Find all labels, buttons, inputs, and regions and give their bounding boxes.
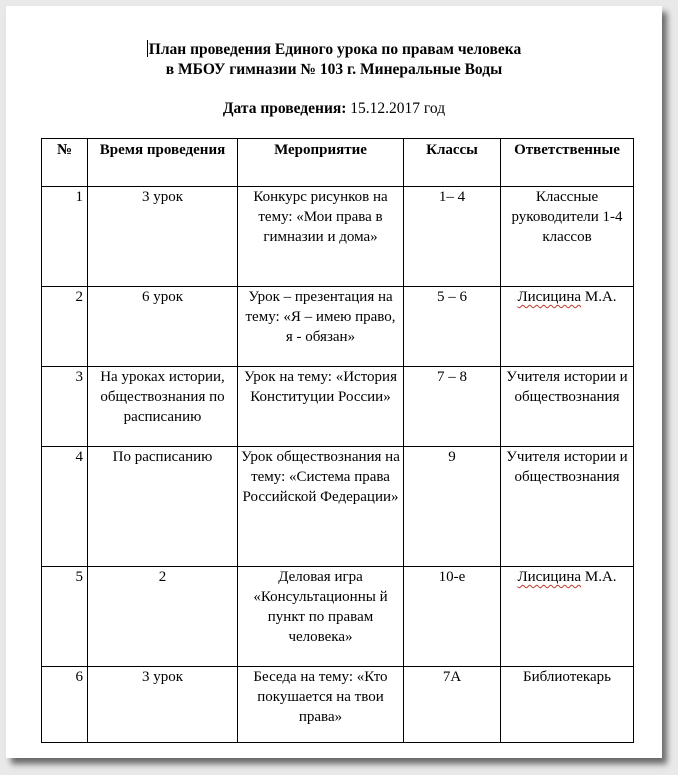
row-event: Беседа на тему: «Кто покушается на твои права» [238,667,404,743]
document-title [6,40,662,80]
table-header-row [42,139,634,187]
table-row [42,287,634,367]
table-row [42,187,634,287]
date-value: 15.12.2017 год [346,100,446,117]
row-time: На уроках истории, обществознания по расписанию [88,367,238,447]
document-page [6,6,662,758]
row-responsible [501,287,634,367]
schedule-table [41,138,634,743]
title-line-2: в МБОУ гимназии № 103 г. Минеральные Воды [165,61,503,78]
row-number: 4 [42,447,88,567]
event-date [6,100,662,118]
row-classes: 9 [404,447,501,567]
row-time: По расписанию [88,447,238,567]
row-classes: 7А [404,667,501,743]
row-classes: 7 – 8 [404,367,501,447]
row-number: 3 [42,367,88,447]
header-number: № [42,139,88,187]
row-number: 5 [42,567,88,667]
table-row [42,667,634,743]
title-line-1: План проведения Единого урока по правам человека [148,41,522,58]
responsible-initials: М.А. [581,569,617,585]
row-time: 3 урок [88,187,238,287]
row-event: Урок обществознания на тему: «Система права Российской Федерации» [238,447,404,567]
row-classes: 1– 4 [404,187,501,287]
header-event: Мероприятие [238,139,404,187]
table-row [42,367,634,447]
row-time: 2 [88,567,238,667]
row-number: 1 [42,187,88,287]
row-event: Деловая игра «Консультационны й пункт по правам человека» [238,567,404,667]
row-event: Урок – презентация на тему: «Я – имею право, я - обязан» [238,287,404,367]
row-classes: 5 – 6 [404,287,501,367]
row-responsible: Библиотекарь [501,667,634,743]
row-number: 2 [42,287,88,367]
table-row [42,567,634,667]
row-event: Урок на тему: «История Конституции России» [238,367,404,447]
responsible-surname: Лисицина [517,569,582,585]
responsible-initials: М.А. [581,289,617,305]
row-time: 6 урок [88,287,238,367]
row-responsible: Классные руководители 1-4 классов [501,187,634,287]
row-responsible: Учителя истории и обществознания [501,447,634,567]
responsible-surname: Лисицина [517,289,582,305]
row-event: Конкурс рисунков на тему: «Мои права в гимназии и дома» [238,187,404,287]
header-time: Время проведения [88,139,238,187]
header-classes: Классы [404,139,501,187]
date-label: Дата проведения: [222,100,347,117]
table-row [42,447,634,567]
row-time: 3 урок [88,667,238,743]
text-cursor [147,40,148,57]
row-classes: 10-е [404,567,501,667]
row-number: 6 [42,667,88,743]
row-responsible: Учителя истории и обществознания [501,367,634,447]
row-responsible [501,567,634,667]
header-responsible: Ответственные [501,139,634,187]
